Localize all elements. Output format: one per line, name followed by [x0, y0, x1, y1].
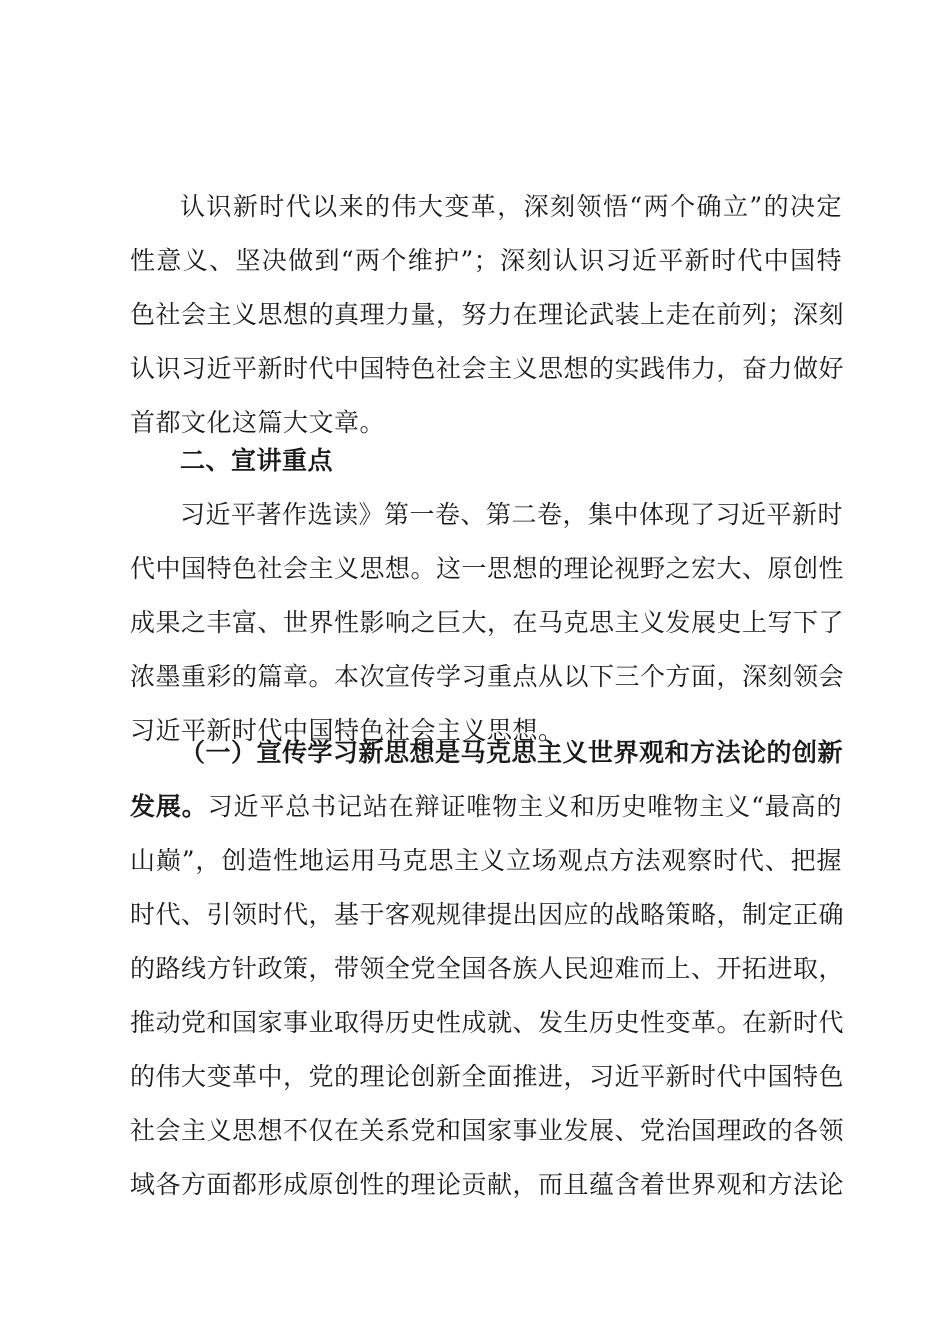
- paragraph-text: 习近平总书记站在辩证唯物主义和历史唯物主义“最高的: [207, 792, 842, 821]
- paragraph-line: 色社会主义思想的真理力量，努力在理论武装上走在前列；深刻: [130, 300, 845, 329]
- paragraph-line: 浓墨重彩的篇章。本次宣传学习重点从以下三个方面，深刻领会: [130, 662, 845, 691]
- paragraph-line: 社会主义思想不仅在关系党和国家事业发展、党治国理政的各领: [130, 1116, 845, 1145]
- section-heading: 二、宣讲重点: [180, 446, 334, 475]
- paragraph-line: 山巅”，创造性地运用马克思主义立场观点方法观察时代、把握: [130, 846, 842, 875]
- paragraph-line: 认识新时代以来的伟大变革，深刻领悟“两个确立”的决定: [180, 192, 842, 221]
- paragraph-line: 习近平新时代中国特色社会主义思想。: [130, 716, 564, 745]
- paragraph-3: [130, 726, 845, 1212]
- paragraph-line: 的路线方针政策，带领全党全国各族人民迎难而上、开拓进取，: [130, 954, 845, 983]
- paragraph-line: 推动党和国家事业取得历史性成就、发生历史性变革。在新时代: [130, 1008, 845, 1037]
- paragraph-line: 的伟大变革中，党的理论创新全面推进，习近平新时代中国特色: [130, 1062, 845, 1091]
- paragraph-2: [130, 488, 845, 758]
- paragraph-line: 时代、引领时代，基于客观规律提出因应的战略策略，制定正确: [130, 900, 845, 929]
- section-heading-block: [130, 434, 842, 488]
- paragraph-line-mixed: [130, 780, 842, 834]
- paragraph-line: 首都文化这篇大文章。: [130, 408, 386, 437]
- paragraph-line: 习近平著作选读》第一卷、第二卷，集中体现了习近平新时: [180, 500, 844, 529]
- paragraph-line: 性意义、坚决做到“两个维护”；深刻认识习近平新时代中国特: [130, 246, 842, 275]
- paragraph-line: 成果之丰富、世界性影响之巨大，在马克思主义发展史上写下了: [130, 608, 845, 637]
- paragraph-line: 认识习近平新时代中国特色社会主义思想的实践伟力，奋力做好: [130, 354, 845, 383]
- subheading-line: （一）宣传学习新思想是马克思主义世界观和方法论的创新: [180, 738, 844, 767]
- paragraph-line: 域各方面都形成原创性的理论贡献，而且蕴含着世界观和方法论: [130, 1170, 845, 1199]
- subheading-tail: 发展。: [130, 792, 208, 821]
- paragraph-line: 代中国特色社会主义思想。这一思想的理论视野之宏大、原创性: [130, 554, 845, 583]
- paragraph-1: [130, 180, 845, 450]
